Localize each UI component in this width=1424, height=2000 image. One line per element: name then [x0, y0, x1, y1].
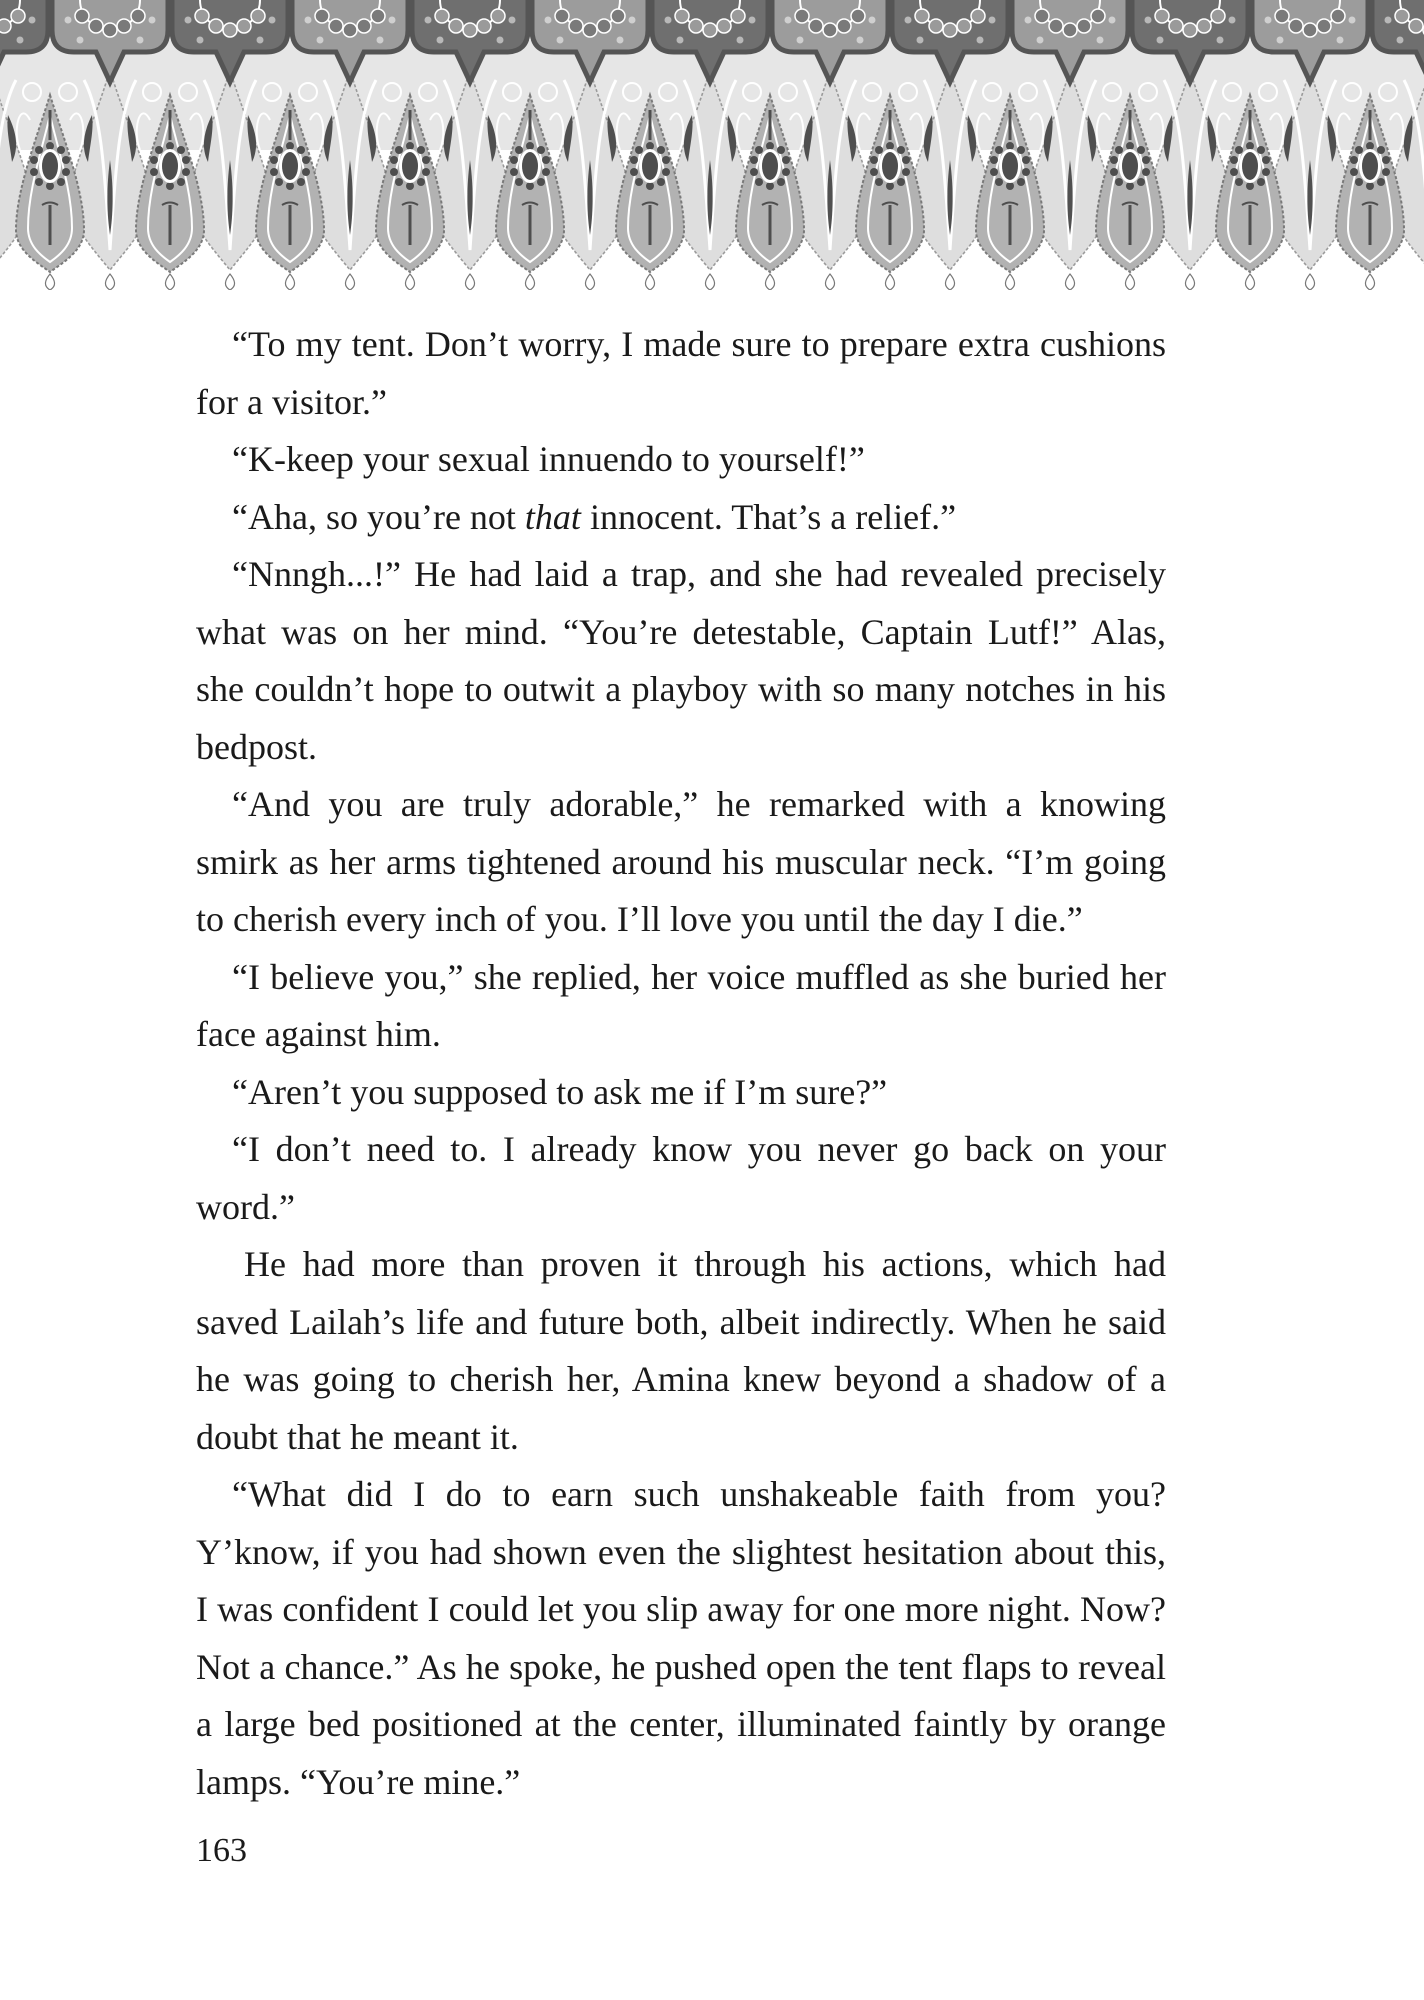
page-number: 163 — [196, 1832, 247, 1869]
emphasized-word: that — [524, 496, 581, 537]
body-text — [196, 316, 1166, 1811]
paragraph — [196, 489, 1166, 547]
paragraph-text: “Aha, so you’re not — [232, 496, 525, 537]
ornamental-header-border — [0, 0, 1424, 290]
paragraph: “Aren’t you supposed to ask me if I’m sure?” — [232, 1071, 888, 1112]
paragraph: “What did I do to earn such unshakeable faith from you? Y’know, if you had shown even the slightest hesitation about this, I was confident I could let you slip away for one more night. Now? Not a chance.” As he spoke, he pushed open the tent flaps to reveal a large bed positioned at the center, illuminated faintly by orange lamps. “You’re mine.” — [196, 1474, 1166, 1802]
paragraph: “I don’t need to. I already know you never go back on your word.” — [196, 1129, 1166, 1227]
paragraph: “And you are truly adorable,” he remarked with a knowing smirk as her arms tightened around his muscular neck. “I’m going to cherish every inch of you. I’ll love you until the day I die.” — [196, 784, 1166, 939]
paragraph: “I believe you,” she replied, her voice muffled as she buried her face against him. — [196, 956, 1166, 1054]
paragraph: He had more than proven it through his actions, which had saved Lailah’s life and future both, albeit indirectly. When he said he was going to cherish her, Amina knew beyond a shadow of a doubt that he meant it. — [196, 1244, 1166, 1457]
paragraph: “To my tent. Don’t worry, I made sure to prepare extra cushions for a visitor.” — [196, 324, 1166, 422]
paragraph: “K-keep your sexual innuendo to yourself!” — [232, 439, 865, 479]
paragraph-text: innocent. That’s a relief.” — [580, 496, 957, 537]
paragraph: “Nnngh...!” He had laid a trap, and she had revealed precisely what was on her mind. “You’re detestable, Captain Lutf!” Alas, she couldn’t hope to outwit a playboy with so many notches in his bedpost. — [196, 554, 1166, 767]
